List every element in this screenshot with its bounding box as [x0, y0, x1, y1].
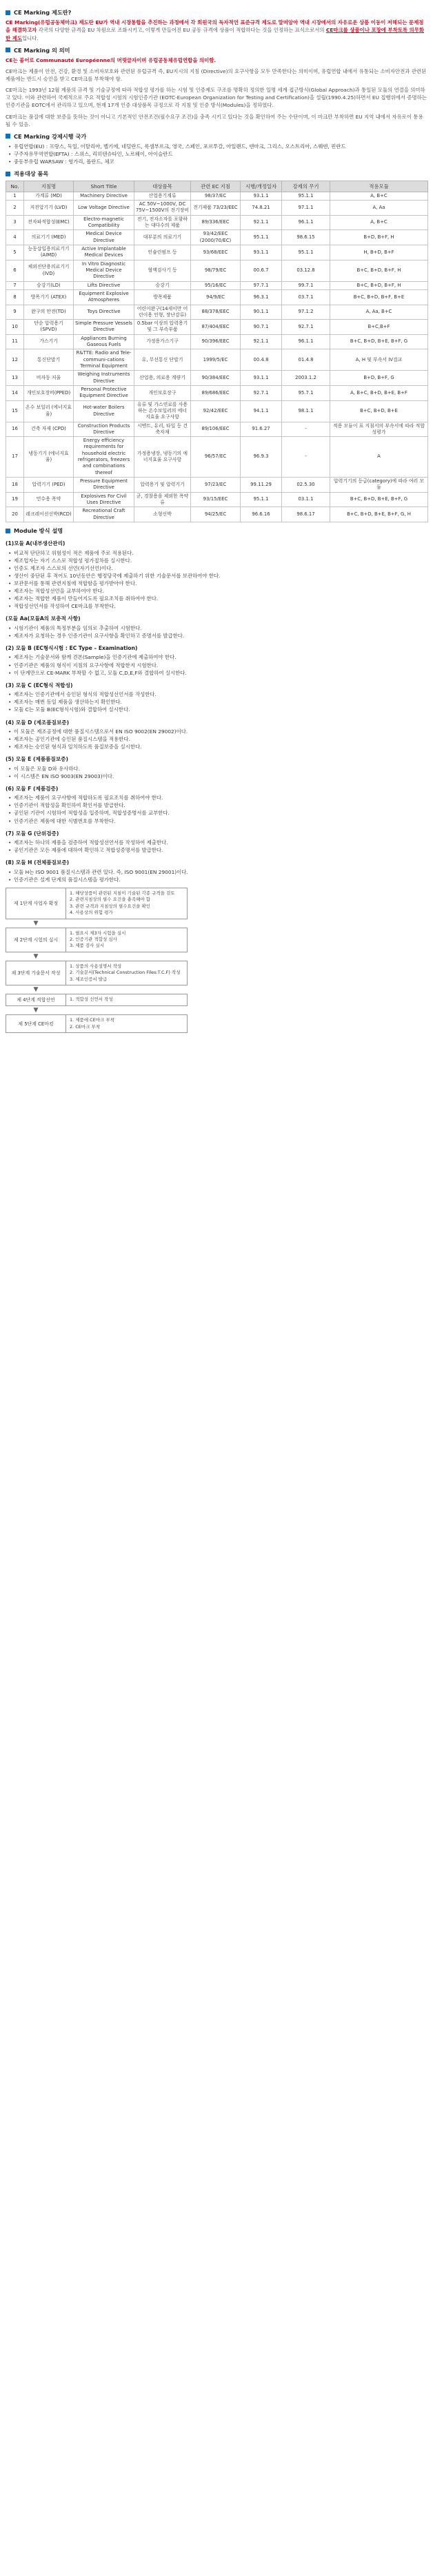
bullet-square-icon: [6, 134, 10, 139]
col-header: 시행/개정일자: [241, 181, 282, 192]
module-item: • 제조자는 승인된 형식과 일치하도록 품질보증을 실시한다.: [8, 743, 427, 750]
module-item: • 보관문서를 통해 관련지침에 적합함을 평가받아야 한다.: [8, 580, 427, 587]
table-row: [6, 371, 428, 386]
flow-desc-line: 1. 제품에 CE마크 부착: [70, 1017, 114, 1023]
bullet-square-icon: [6, 172, 10, 176]
module-e-list: [8, 765, 427, 780]
module-aa-title: (모듈 Aa(모듈A의 보충적 사항): [6, 615, 81, 622]
table-cell: 17: [6, 437, 24, 478]
table-cell: 96/57/EC: [191, 437, 241, 478]
flow-desc-line: 3. 제조인증서 발급: [70, 976, 108, 982]
table-cell: 18: [6, 478, 24, 493]
table-cell: 방폭제품: [134, 289, 191, 305]
table-cell: 16: [6, 422, 24, 437]
table-cell: 적용 모듈이 표 지침서의 부속서에 따라 적합성평가: [330, 422, 428, 437]
table-cell: Equipment Explosive Atmospheres: [74, 289, 134, 305]
table-cell: 91.6.27: [241, 422, 282, 437]
table-cell: 냉동기기 (에너지효율): [24, 437, 74, 478]
flow-step: 제 2단계 시험의 실시: [6, 928, 66, 952]
flow-step: 제 5단계 CE마킹: [6, 1014, 66, 1033]
table-cell: 승강기(LD): [24, 281, 74, 289]
module-item: • 비교적 단단하고 위험성이 적은 제품에 주로 적용된다.: [8, 549, 427, 557]
table-cell: 1: [6, 192, 24, 200]
page: [0, 0, 433, 1037]
table-row: [6, 422, 428, 437]
table-cell: Machinery Directive: [74, 192, 134, 200]
table-cell: B+C, B+D, B+F, H: [330, 281, 428, 289]
table-cell: 민수용 폭약: [24, 492, 74, 507]
table-cell: 96.1.1: [282, 334, 330, 349]
col-header: 대상품목: [134, 181, 191, 192]
table-cell: 93/68/EEC: [191, 245, 241, 260]
module-item: • 제조자는 기술문서와 함께 견본(Sample)을 인증기관에 제출하여야 한다.: [8, 653, 427, 661]
module-item: • 제조자는 인증기관에서 승인된 형식의 적합성선언서를 작성한다.: [8, 691, 427, 698]
table-cell: 가정용냉장, 냉동기의 에너지효율 요구사항: [134, 437, 191, 478]
bullet-square-icon: [6, 10, 10, 15]
table-cell: 95/16/EC: [191, 281, 241, 289]
module-item: • 인증기관은 제품의 형식이 지침의 요구사항에 적합한지 시험한다.: [8, 662, 427, 669]
section-title-meaning: CE Marking 의 의미: [6, 46, 427, 54]
table-cell: Construction Products Directive: [74, 422, 134, 437]
module-item: • 적합성선언서를 작성하여 CE마크를 부착한다.: [8, 602, 427, 610]
flow-desc: [66, 994, 188, 1006]
section-title-what: CE Marking 제도란?: [6, 8, 427, 17]
table-cell: 93.1.1: [241, 371, 282, 386]
table-cell: 93.1.1: [241, 192, 282, 200]
table-row: [6, 260, 428, 281]
table-row: [6, 437, 428, 478]
table-cell: B+C, B+D, B+E, B+F, G: [330, 492, 428, 507]
table-cell: 승강기: [134, 281, 191, 289]
table-cell: 98.6.17: [282, 507, 330, 522]
table-cell: Electro-magnetic Compatibility: [74, 215, 134, 230]
table-cell: B+D, B+F, G: [330, 371, 428, 386]
module-item: • 시험기관이 제품의 특정부분을 임의로 추출하여 시험한다.: [8, 624, 427, 632]
table-cell: -: [282, 437, 330, 478]
module-item: • 제조자는 적합성선언을 교부하여야 한다.: [8, 587, 427, 595]
table-cell: A, B+C: [330, 192, 428, 200]
table-cell: 92.7.1: [282, 320, 330, 335]
table-cell: 10: [6, 320, 24, 335]
table-cell: 99.11.29: [241, 478, 282, 493]
table-cell: 혈액검사기 등: [134, 260, 191, 281]
table-cell: 95.1.1: [241, 492, 282, 507]
table-cell: A, B+C, B+D, B+E, B+F: [330, 385, 428, 400]
table-row: [6, 289, 428, 305]
table-cell: Weighing Instruments Directive: [74, 371, 134, 386]
bullet-square-icon: [6, 48, 10, 52]
flow-desc-line: 1. 필요시 제3자 시험을 실시: [70, 930, 126, 936]
table-cell: 96.6.16: [241, 507, 282, 522]
table-row: [6, 334, 428, 349]
module-item: • 공인기관은 모든 제품에 대하여 확인하고 적합성증명서를 발급한다.: [8, 846, 427, 854]
flow-desc-line: 2. 관련지침상의 필수 요건을 충족해야 함: [70, 897, 150, 903]
table-cell: 01.4.8: [282, 349, 330, 371]
table-cell: 88/378/EEC: [191, 305, 241, 320]
table-cell: 어린이완구(14세이만 어린이용 인형, 장난감류): [134, 305, 191, 320]
table-cell: 96.9.3: [241, 437, 282, 478]
table-cell: 90.7.1: [241, 320, 282, 335]
module-item: • 제조자는 공인기관에 승인된 품질시스템을 적용한다.: [8, 735, 427, 743]
table-cell: 유, 무선통신 단말기: [134, 349, 191, 371]
table-body: [6, 192, 428, 522]
product-table: [6, 181, 428, 522]
table-cell: 14: [6, 385, 24, 400]
table-row: [6, 201, 428, 216]
table-cell: 전기제품 73/23/EEC: [191, 201, 241, 216]
table-cell: Appliances Burning Gaseous Fuels: [74, 334, 134, 349]
table-row: [6, 492, 428, 507]
table-cell: 99.7.1: [282, 281, 330, 289]
module-d-title: (4) 모듈 D (제조품질보증): [6, 719, 70, 726]
country-item: • 중동부유럽 WARSAW : 헝가리, 폴란드, 체코: [8, 158, 427, 165]
table-cell: 9: [6, 305, 24, 320]
table-cell: 압력기기 (PED): [24, 478, 74, 493]
col-header: No.: [6, 181, 24, 192]
table-cell: 군, 경찰용을 제외한 폭약류: [134, 492, 191, 507]
arrow-down-icon: ▼: [33, 986, 39, 994]
table-cell: 체외진단용의료기기 (IVD): [24, 260, 74, 281]
table-cell: 15: [6, 400, 24, 422]
table-cell: 90/396/EEC: [191, 334, 241, 349]
table-row: [6, 320, 428, 335]
module-item: • 제조자는 하나의 제품을 검증하여 적합성선언서를 작성하여 제출한다.: [8, 839, 427, 846]
table-cell: 89/686/EEC: [191, 385, 241, 400]
flow-row: [6, 888, 188, 919]
table-cell: 95.7.1: [282, 385, 330, 400]
table-cell: 93/15/EEC: [191, 492, 241, 507]
module-item: • 생산이 중단된 후 적어도 10년동안은 행정당국에 제출하기 위한 기술문서를 보관하여야 한다.: [8, 572, 427, 580]
table-cell: A, B+C: [330, 215, 428, 230]
table-row: [6, 192, 428, 200]
col-header: 강제의 무기: [282, 181, 330, 192]
flow-desc-line: 1. 상품의 사용설명서 작성: [70, 963, 122, 969]
table-cell: 저전압기기 (LVD): [24, 201, 74, 216]
table-cell: B+D, B+F, H: [330, 230, 428, 245]
table-cell: 능동삽입용의료기기 (AIMD): [24, 245, 74, 260]
process-flow: [6, 888, 427, 1033]
table-cell: 95.1.1: [282, 245, 330, 260]
table-cell: 95.1.1: [241, 230, 282, 245]
flow-desc-line: 1. 해당상품이 관련된 지침이 기술된 각종 규격을 검토: [70, 890, 175, 896]
table-cell: 가스기기: [24, 334, 74, 349]
table-cell: Energy efficiency requirements for household electric refrigerators, freezers and combinations thereof: [74, 437, 134, 478]
module-item: • 제조자는 적합한 제품이 만들어지도록 필요조치를 취하여야 한다.: [8, 595, 427, 602]
module-b-title: (2) 모듈 B (EC형식시험 : EC Type – Examination): [6, 645, 138, 652]
flow-desc: [66, 928, 188, 952]
flow-row: [6, 961, 188, 985]
flow-step: 제 4단계 적합선언: [6, 994, 66, 1006]
flow-desc: [66, 888, 188, 919]
table-row: [6, 305, 428, 320]
table-cell: A: [330, 437, 428, 478]
table-cell: Personal Protective Equipment Directive: [74, 385, 134, 400]
table-cell: 98/79/EC: [191, 260, 241, 281]
table-cell: 97.7.1: [241, 281, 282, 289]
table-cell: 92.1.1: [241, 334, 282, 349]
flow-desc: [66, 1014, 188, 1033]
table-cell: 95.1.1: [282, 192, 330, 200]
table-cell: B+C, B+D, B+E: [330, 400, 428, 422]
table-cell: 4: [6, 230, 24, 245]
country-item: • 유럽연합(EU) : 프랑스, 독일, 이탈리아, 벨기에, 네덜란드, 룩셈부르크, 영국, 스페인, 포르투갈, 아일랜드, 덴마크, 그리스, 오스트리아, 스웨덴, 핀란드: [8, 143, 427, 150]
table-cell: Lifts Directive: [74, 281, 134, 289]
module-item: • 공인된 기관이 시험하여 적합성을 입증하며, 적합성증명서를 교부한다.: [8, 809, 427, 817]
table-cell: 전자파적합성(EMC): [24, 215, 74, 230]
arrow-down-icon: ▼: [33, 952, 39, 960]
table-cell: 1999/5/EC: [191, 349, 241, 371]
table-cell: 92.7.1: [241, 385, 282, 400]
module-e-title: (5) 모듈 E (제품품질보증): [6, 756, 68, 763]
table-cell: Simple Pressure Vessels Directive: [74, 320, 134, 335]
table-cell: 가계류 (MD): [24, 192, 74, 200]
table-cell: 개인보호장비(PPED): [24, 385, 74, 400]
flow-step: 제 1단계 사업자 확정: [6, 888, 66, 919]
table-cell: Toys Directive: [74, 305, 134, 320]
bullet-square-icon: [6, 529, 10, 533]
table-cell: 3: [6, 215, 24, 230]
table-cell: B+C, B+D, B+F, H: [330, 260, 428, 281]
module-item: • 인증기관이 적합성을 확인하여 확인서를 발급한다.: [8, 801, 427, 809]
table-cell: H, B+D, B+F: [330, 245, 428, 260]
table-cell: B+C,B+F: [330, 320, 428, 335]
table-cell: 93.1.1: [241, 245, 282, 260]
table-cell: 97.1.1: [282, 201, 330, 216]
table-header-row: [6, 181, 428, 192]
table-cell: A, Aa: [330, 201, 428, 216]
module-f-title: (6) 모듈 F (제품검증): [6, 785, 59, 792]
table-cell: B+C, B+D, B+E, B+F, G, H: [330, 507, 428, 522]
table-cell: 96.3.1: [241, 289, 282, 305]
table-cell: 7: [6, 281, 24, 289]
table-cell: 03.7.1: [282, 289, 330, 305]
table-cell: AC 50V~1000V, DC 75V~1500V의 전기장비: [134, 201, 191, 216]
table-cell: In Vitro Diagnostic Medical Device Directive: [74, 260, 134, 281]
table-cell: 의료기기 (MED): [24, 230, 74, 245]
country-list: [8, 143, 427, 165]
table-cell: 94.1.1: [241, 400, 282, 422]
table-cell: -: [282, 422, 330, 437]
table-row: [6, 478, 428, 493]
arrow-down-icon: ▼: [33, 1007, 39, 1014]
table-cell: A, Aa, B+C: [330, 305, 428, 320]
module-item: • 인증도 제조자 스스로의 선언(자기선언)이다.: [8, 564, 427, 572]
table-cell: 산업용, 의료용 계량기: [134, 371, 191, 386]
table-cell: 00.4.8: [241, 349, 282, 371]
module-item: • 제조업자는 자기 스스로 적합성 평가절차를 실시한다.: [8, 557, 427, 564]
table-cell: 94/25/EC: [191, 507, 241, 522]
module-c-list: [8, 691, 427, 713]
flow-desc-line: 3. 제품 검사 실시: [70, 943, 105, 949]
table-cell: 93/42/EEC (2000/70/EC): [191, 230, 241, 245]
table-cell: 90/384/EEC: [191, 371, 241, 386]
table-cell: 74.8.21: [241, 201, 282, 216]
table-cell: 96.1.1: [282, 215, 330, 230]
table-row: [6, 215, 428, 230]
table-cell: 6: [6, 260, 24, 281]
flow-desc-line: 1. 적합성 선언서 작성: [70, 996, 113, 1003]
flow-step: 제 3단계 기술문서 작성: [6, 961, 66, 985]
flow-row: [6, 928, 188, 952]
flow-desc: [66, 961, 188, 985]
table-cell: Hot-water Boilers Directive: [74, 400, 134, 422]
module-item: • 제조자는 제품이 요구사항에 적합하도록 필요조치를 취하여야 한다.: [8, 794, 427, 801]
table-cell: 2003.1.2: [282, 371, 330, 386]
meaning-p2: CE마크는 제품이 안전, 건강, 환경 및 소비자보호와 관련된 유럽규격 즉, EU지시의 지침 (Directive)의 요구사항을 모두 만족한다는 의미이며, 유럽연합 내에서 유통되는 소비자안전과 관련된 제품에는 반드시 승인을 받고 CE마크를 부착해야 함.: [6, 68, 427, 83]
table-cell: 92.1.1: [241, 215, 282, 230]
table-cell: 13: [6, 371, 24, 386]
section-title-products: 적용대상 품목: [6, 170, 427, 178]
flow-desc-line: 2. 인증기관 적합성 심사: [70, 936, 117, 942]
table-cell: 방폭기기 (ATEX): [24, 289, 74, 305]
table-cell: Explosives For Civil Uses Directive: [74, 492, 134, 507]
table-cell: 5: [6, 245, 24, 260]
table-cell: Low Voltage Directive: [74, 201, 134, 216]
module-item: • 모듈 H는 ISO 9001 품질시스템과 관련 있다. 즉, ISO 9001(EN 29001)이다.: [8, 868, 427, 876]
module-item: • 이 모듈은 모듈 D와 유사하다.: [8, 765, 427, 773]
module-h-title: (8) 모듈 H (전체품질보증): [6, 859, 70, 866]
table-cell: Recreational Craft Directive: [74, 507, 134, 522]
table-cell: 레크레이션선박(RCD): [24, 507, 74, 522]
table-cell: R&TTE: Radio and Tele-communi-cations Terminal Equipment: [74, 349, 134, 371]
table-cell: 가정용가스기구: [134, 334, 191, 349]
module-item: • 제조자가 요청하는 경우 인증기관이 요구사항을 확인하고 증명서를 발급한다.: [8, 632, 427, 640]
table-cell: Pressure Equipment Directive: [74, 478, 134, 493]
arrow-down-icon: ▼: [33, 919, 39, 927]
table-cell: 97/23/EC: [191, 478, 241, 493]
module-g-title: (7) 모듈 G (단위검증): [6, 830, 59, 837]
table-row: [6, 245, 428, 260]
table-cell: 98/37/EC: [191, 192, 241, 200]
module-c-title: (3) 모듈 C (EC형식 적합성): [6, 682, 73, 688]
table-cell: 8: [6, 289, 24, 305]
country-item: • 구주자유무역연합(EFTA) : 스위스, 리히텐슈타인, 노르웨이, 아이슬란드: [8, 150, 427, 158]
table-cell: 98.1.1: [282, 400, 330, 422]
meaning-p1: CE는 불어로 Communauté Européenne의 머릿글자이며 유럽공동체유럽연합을 의미함.: [6, 57, 216, 63]
table-cell: 00.6.7: [241, 260, 282, 281]
module-h-list: [8, 868, 427, 883]
table-cell: 12: [6, 349, 24, 371]
section-title-countries: CE Marking 강제시행 국가: [6, 132, 427, 141]
table-cell: 단순 압력용기 (SPVD): [24, 320, 74, 335]
module-aa-list: [8, 624, 427, 640]
table-cell: 대부분의 의료기기: [134, 230, 191, 245]
table-cell: A, H 및 부속서 IV검교: [330, 349, 428, 371]
what-paragraph: CE Marking(유럽공동체마크) 제도란 EU가 역내 시장통합을 추진하는 과정에서 각 회원국의 독자적인 표준규격 제도로 말미암아 역내 시장에서의 자유로운 상품 이동이 저해되는 문제점을 해결하고자 각국의 다양한 규격을 EU 차원으로 조화시키고, 이렇게 만들어진 EU 공동 규격에 상품이 적합하다는 것을 인정하는 표식으로서의 CE마크를 상품이나 포장에 부착토록 의무화한 제도입니다.: [6, 19, 424, 41]
table-cell: 산업용기계류: [134, 192, 191, 200]
col-header: 관련 EC 지침: [191, 181, 241, 192]
table-cell: 전기, 전자소자를 포함하는 대다수의 제품: [134, 215, 191, 230]
table-cell: 유류 및 가스연료를 사용하는 온수보일러의 에너지효율 요구사항: [134, 400, 191, 422]
table-cell: 시멘트, 유리, 타일 등 건축자재: [134, 422, 191, 437]
flow-desc-line: 3. 관련 규격과 지침상의 필수요건을 확인: [70, 903, 150, 909]
table-cell: 19: [6, 492, 24, 507]
module-f-list: [8, 794, 427, 824]
table-cell: 0.5bar 이상의 압력용기 및 그 부속부품: [134, 320, 191, 335]
module-item: • 이 단계만으로 CE-MARK 부착할 수 없고, 모듈 C,D,E,F와 결합하여 실시한다.: [8, 669, 427, 677]
table-row: [6, 281, 428, 289]
section-title-modules: Module 방식 설명: [6, 527, 427, 535]
module-d-list: [8, 728, 427, 750]
meaning-p4: CE마크는 품질에 대한 보증을 뜻하는 것이 아니고 기본적인 안전조건(필수요구 조건)을 충족 시키고 있다는 것을 확인하여 주는 수단이며, 이 마크만 부착하면 EU 지역 내에서 자유로이 통용될 수 있음.: [6, 113, 423, 127]
table-cell: 압력기기의 등급(category)에 따라 여러 모듈: [330, 478, 428, 493]
table-cell: 89/336/EEC: [191, 215, 241, 230]
flow-desc-line: 2. 기술문서(Technical Construction Files:T.C.F) 작성: [70, 970, 181, 976]
table-cell: 비자동 저울: [24, 371, 74, 386]
table-row: [6, 349, 428, 371]
flow-row: [6, 1014, 188, 1033]
table-cell: 90.1.1: [241, 305, 282, 320]
table-row: [6, 507, 428, 522]
table-cell: B+C, B+D, B+E, B+F, G: [330, 334, 428, 349]
table-cell: 개인보호장구: [134, 385, 191, 400]
module-item: • 모듈 C는 모듈 B(EC형식시험)와 결합하여 실시한다.: [8, 706, 427, 713]
module-item: • 이 시스템은 EN ISO 9003(EN 29003)이다.: [8, 773, 427, 780]
table-cell: 온수 보일러 (에너지효율): [24, 400, 74, 422]
table-cell: 97.1.2: [282, 305, 330, 320]
table-cell: 통신단말기: [24, 349, 74, 371]
col-header: 적용모듈: [330, 181, 428, 192]
table-cell: 건축 자재 (CPD): [24, 422, 74, 437]
module-b-list: [8, 653, 427, 676]
table-cell: Active Implantable Medical Devices: [74, 245, 134, 260]
meaning-p3: CE마크는 1993년 12월 제품의 규격 및 기술규정에 따라 적합성 평가를 하는 시험 및 인증제도 구조를 명확히 정의한 일명 세계 접근방식(Global Approach)과 통일된 모듈의 연결을 의미하고 있다. 이와 관련하여 국제적으로 주요 적합성 시험의 시험인증기관 (EOTC-European Organization for Testing and Certification)을 설립(1990.4.25)하면서 EU 집행위에서 증명하는 인증기관을 EOTC에서 관리하고 있으며, 현재 17개 인증 대상품목 규정으로 각 지침 및 인증 방식(Modules)을 정하였다.: [6, 87, 427, 109]
table-cell: 11: [6, 334, 24, 349]
table-cell: 20: [6, 507, 24, 522]
table-cell: 완구의 안전(TD): [24, 305, 74, 320]
flow-desc-line: 2. CE마크 부착: [70, 1023, 101, 1030]
module-a-title: (1)모듈 A(내부생산관리): [6, 540, 66, 547]
table-cell: 인슐린펌프 등: [134, 245, 191, 260]
table-row: [6, 230, 428, 245]
module-a-list: [8, 549, 427, 611]
table-row: [6, 400, 428, 422]
table-cell: 압력용기 및 압력기기: [134, 478, 191, 493]
module-g-list: [8, 839, 427, 854]
module-item: • 인증기관은 설계 단계의 품질시스템을 평가한다.: [8, 876, 427, 883]
table-cell: 2: [6, 201, 24, 216]
module-item: • 제조자는 매번 동일 제품을 생산하는지 확인한다.: [8, 698, 427, 706]
table-cell: 92/42/EEC: [191, 400, 241, 422]
col-header: Short Title: [74, 181, 134, 192]
table-cell: 02.5.30: [282, 478, 330, 493]
table-cell: Medical Device Directive: [74, 230, 134, 245]
table-cell: 89/106/EEC: [191, 422, 241, 437]
table-cell: 소형선박: [134, 507, 191, 522]
flow-desc-line: 4. 사용상의 위험 평가: [70, 910, 113, 916]
table-cell: 98.6.15: [282, 230, 330, 245]
module-item: • 이 모듈은 제조공정에 대한 품질시스템으로서 EN ISO 9002(EN 29002)이다.: [8, 728, 427, 735]
table-row: [6, 385, 428, 400]
module-item: • 인증기관은 제품에 대한 식별번호를 부착한다.: [8, 817, 427, 825]
col-header: 지침명: [24, 181, 74, 192]
table-cell: 03.1.1: [282, 492, 330, 507]
table-cell: 03.12.8: [282, 260, 330, 281]
table-cell: 94/9/EC: [191, 289, 241, 305]
table-cell: 87/404/EEC: [191, 320, 241, 335]
flow-row: [6, 994, 188, 1006]
table-cell: B+C, B+D, B+F, B+E: [330, 289, 428, 305]
